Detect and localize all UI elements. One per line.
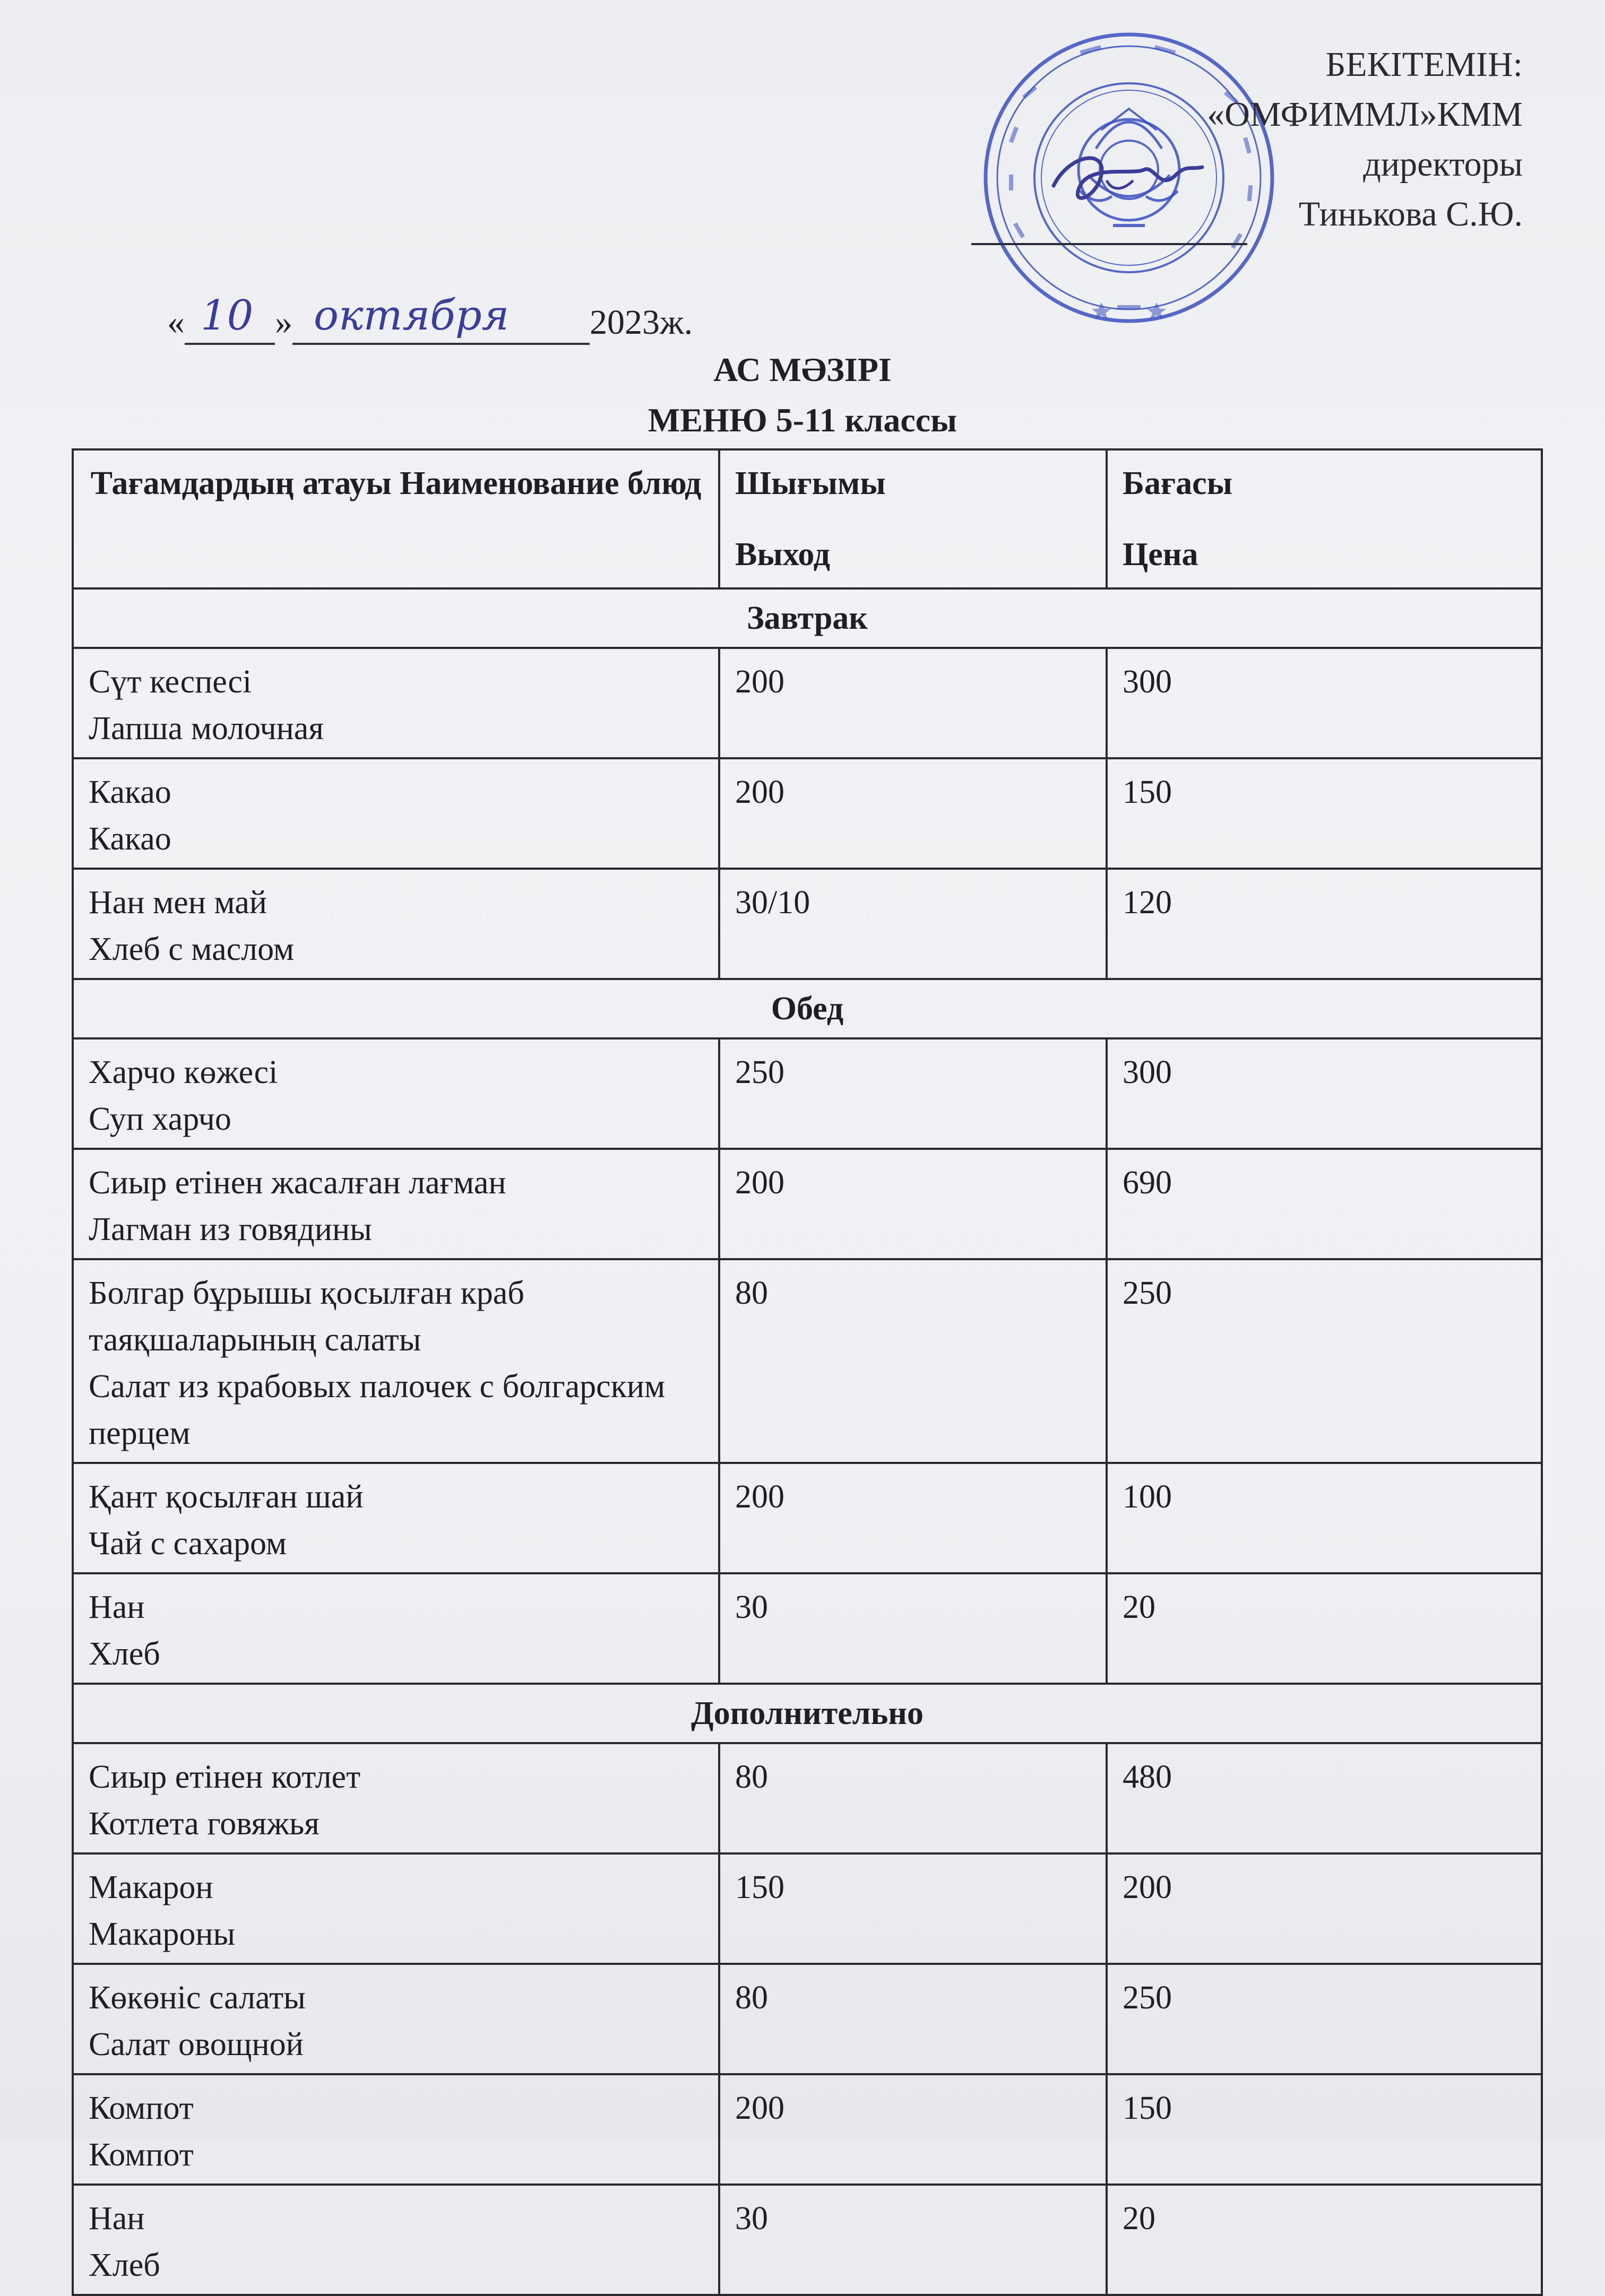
dish-name-cell: [73, 1259, 719, 1463]
section-row-breakfast: [73, 588, 1542, 648]
output-cell: 80: [719, 1259, 1107, 1463]
output-cell: 200: [719, 2074, 1107, 2185]
approval-block: [1207, 40, 1523, 239]
dish-name-kz: Макарон: [89, 1869, 213, 1905]
header-output: [719, 449, 1107, 588]
title-kazakh: АС МӘЗІРІ: [713, 351, 892, 388]
output-cell: 200: [719, 1149, 1107, 1259]
dish-name-kz: Сиыр етінен жасалған лағман: [89, 1165, 506, 1201]
output-cell: 200: [719, 1463, 1107, 1573]
dish-name-ru: Хлеб: [89, 1636, 160, 1672]
approval-position: директоры: [1363, 145, 1523, 184]
price-cell: 200: [1107, 1853, 1542, 1964]
dish-name-ru: Котлета говяжья: [89, 1806, 320, 1842]
header-output-kz: Шығымы: [735, 465, 886, 501]
dish-name-cell: [73, 869, 719, 979]
table-row: [73, 1853, 1542, 1964]
price-cell: 100: [1107, 1463, 1542, 1573]
dish-name-kz: Сиыр етінен котлет: [89, 1759, 361, 1795]
header-price-ru: Цена: [1123, 536, 1198, 573]
output-cell: 250: [719, 1038, 1107, 1149]
price-cell: 300: [1107, 648, 1542, 758]
dish-name-ru: Компот: [89, 2137, 194, 2173]
table-row: [73, 1259, 1542, 1463]
dish-name-cell: [73, 1743, 719, 1853]
header-dish-name: [73, 449, 719, 588]
dish-name-kz: Нан: [89, 2200, 145, 2237]
price-cell: 690: [1107, 1149, 1542, 1259]
dish-name-ru: Какао: [89, 821, 171, 857]
price-cell: 150: [1107, 758, 1542, 869]
dish-name-ru: Салат из крабовых палочек с болгарским перцем: [89, 1368, 666, 1451]
table-row: [73, 1573, 1542, 1684]
section-title: Обед: [73, 979, 1542, 1038]
price-cell: 120: [1107, 869, 1542, 979]
title-russian: МЕНЮ 5-11 классы: [648, 401, 957, 439]
date-open-quote: «: [167, 303, 185, 342]
header-price-kz: Бағасы: [1123, 465, 1233, 501]
table-header-row: [73, 449, 1542, 588]
dish-name-kz: Болгар бұрышы қосылған краб таяқшаларының салаты: [89, 1275, 524, 1358]
dish-name-kz: Харчо көжесі: [89, 1054, 278, 1090]
dish-name-cell: [73, 1573, 719, 1684]
table-row: [73, 648, 1542, 758]
output-cell: 30/10: [719, 869, 1107, 979]
dish-name-cell: [73, 1149, 719, 1259]
date-month: октября: [314, 292, 510, 340]
dish-name-kz: Нан: [89, 1589, 145, 1625]
date-close-quote: »: [275, 303, 292, 342]
table-row: [73, 1743, 1542, 1853]
dish-name-kz: Нан мен май: [89, 885, 267, 921]
menu-table: [72, 448, 1543, 2296]
date-year: 2023ж.: [590, 303, 693, 342]
price-cell: 20: [1107, 2185, 1542, 2295]
price-cell: 300: [1107, 1038, 1542, 1149]
approval-title: БЕКІТЕМІН:: [1325, 45, 1523, 84]
dish-name-kz: Қант қосылған шай: [89, 1479, 364, 1515]
table-row: [73, 869, 1542, 979]
price-cell: 250: [1107, 1259, 1542, 1463]
dish-name-cell: [73, 758, 719, 869]
price-cell: 20: [1107, 1573, 1542, 1684]
output-cell: 200: [719, 758, 1107, 869]
output-cell: 80: [719, 1964, 1107, 2074]
header-output-ru: Выход: [735, 536, 830, 573]
table-row: [73, 1964, 1542, 2074]
output-cell: 150: [719, 1853, 1107, 1964]
dish-name-cell: [73, 648, 719, 758]
dish-name-kz: Сүт кеспесі: [89, 664, 252, 700]
date-day-blank: [185, 292, 275, 345]
header-dish-name-ru: Наименование блюд: [400, 465, 702, 501]
date-day: 10: [201, 292, 254, 340]
table-row: [73, 758, 1542, 869]
dish-name-cell: [73, 1038, 719, 1149]
output-cell: 80: [719, 1743, 1107, 1853]
dish-name-kz: Көкөніс салаты: [89, 1980, 306, 2016]
output-cell: 30: [719, 2185, 1107, 2295]
dish-name-cell: [73, 1463, 719, 1573]
output-cell: 200: [719, 648, 1107, 758]
approval-organization: «ОМФИММЛ»КММ: [1207, 95, 1523, 134]
dish-name-ru: Хлеб с маслом: [89, 931, 295, 967]
price-cell: 250: [1107, 1964, 1542, 2074]
section-row-lunch: [73, 979, 1542, 1038]
document-date: [167, 292, 693, 345]
dish-name-ru: Суп харчо: [89, 1101, 231, 1137]
dish-name-ru: Чай с сахаром: [89, 1526, 287, 1562]
signature-line: [971, 243, 1247, 245]
approval-name: Тинькова С.Ю.: [1298, 195, 1523, 233]
dish-name-kz: Компот: [89, 2090, 194, 2126]
dish-name-ru: Лагман из говядины: [89, 1211, 372, 1247]
price-cell: 150: [1107, 2074, 1542, 2185]
dish-name-cell: [73, 2185, 719, 2295]
section-title: Завтрак: [73, 588, 1542, 648]
section-row-additional: [73, 1684, 1542, 1743]
date-month-blank: [292, 292, 590, 345]
dish-name-ru: Салат овощной: [89, 2026, 304, 2063]
header-dish-name-kz: Тағамдардың атауы: [90, 465, 392, 501]
price-cell: 480: [1107, 1743, 1542, 1853]
header-price: [1107, 449, 1542, 588]
output-cell: 30: [719, 1573, 1107, 1684]
table-row: [73, 1038, 1542, 1149]
dish-name-cell: [73, 1964, 719, 2074]
dish-name-ru: Лапша молочная: [89, 711, 324, 747]
dish-name-cell: [73, 2074, 719, 2185]
dish-name-cell: [73, 1853, 719, 1964]
dish-name-kz: Какао: [89, 774, 171, 810]
dish-name-ru: Макароны: [89, 1916, 236, 1952]
table-row: [73, 2185, 1542, 2295]
dish-name-ru: Хлеб: [89, 2247, 160, 2283]
section-title: Дополнительно: [73, 1684, 1542, 1743]
table-row: [73, 2074, 1542, 2185]
table-row: [73, 1463, 1542, 1573]
table-row: [73, 1149, 1542, 1259]
